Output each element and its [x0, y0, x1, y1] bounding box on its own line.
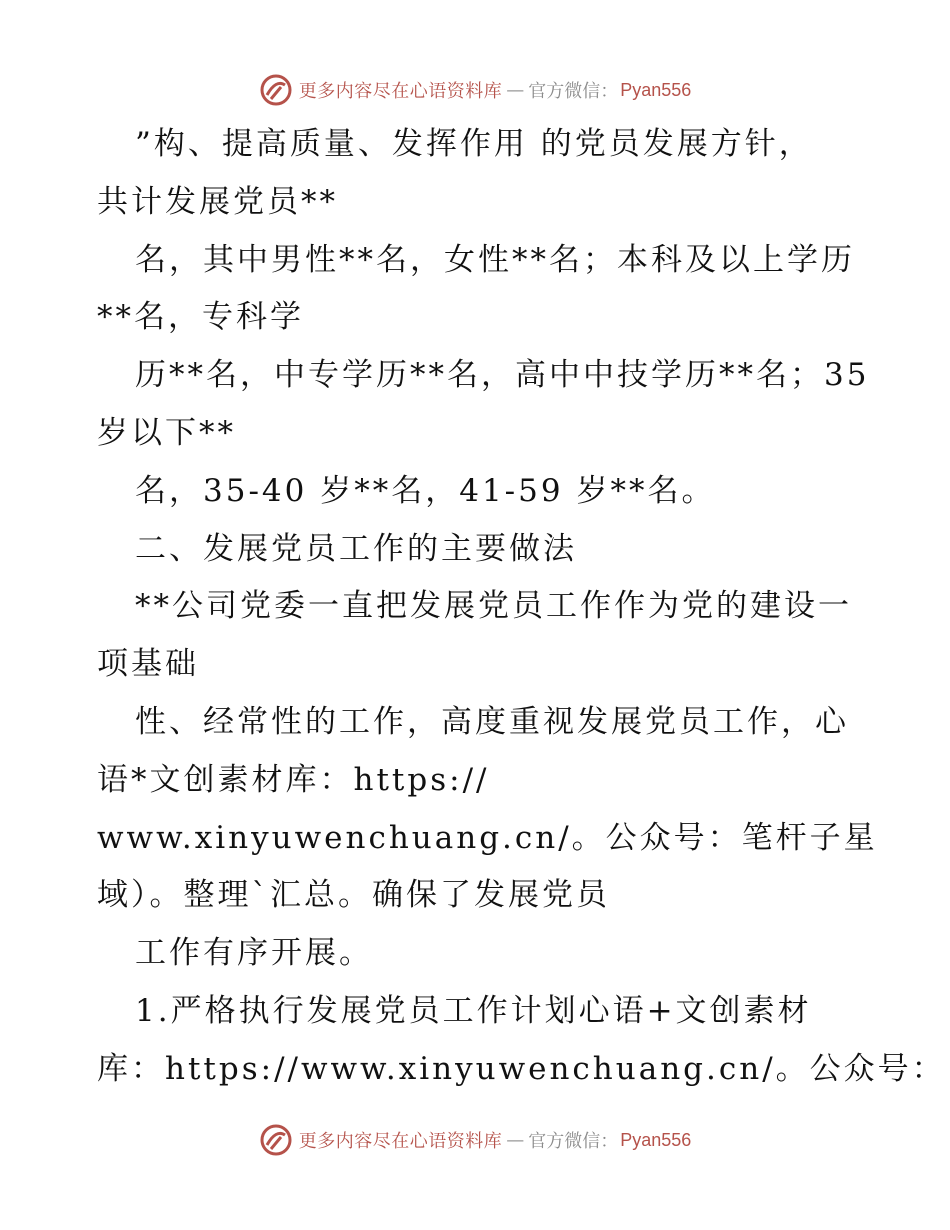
- watermark-brand: 更多内容尽在心语资料库: [298, 1131, 503, 1152]
- text-line: **名，专科学: [97, 299, 304, 336]
- text-line: **公司党委一直把发展党员工作作为党的建设一: [135, 588, 852, 625]
- text-line: 共计发展党员**: [97, 183, 338, 220]
- text-line: 二、发展党员工作的主要做法: [135, 530, 577, 567]
- text-line: 库：https://www.xinyuwenchuang.cn/。公众号：: [97, 1050, 946, 1087]
- text-line: 历**名，中专学历**名，高中中技学历**名；35: [135, 357, 870, 394]
- watermark-wechat-label: 官方微信：: [528, 81, 619, 102]
- brand-logo-icon: [259, 73, 293, 107]
- text-line: 工作有序开展。: [135, 935, 373, 972]
- watermark-brand: 更多内容尽在心语资料库: [298, 81, 503, 102]
- watermark-separator: —: [506, 79, 525, 101]
- header-watermark: [0, 70, 950, 110]
- brand-logo-icon: [259, 1123, 293, 1157]
- footer-watermark: [0, 1120, 950, 1160]
- text-line: 性、经常性的工作，高度重视发展党员工作，心: [135, 704, 849, 740]
- text-line: 名，其中男性**名，女性**名；本科及以上学历: [135, 241, 855, 278]
- text-line: www.xinyuwenchuang.cn/。公众号：笔杆子星: [97, 819, 878, 856]
- text-line: 名，35-40 岁**名，41-59 岁**名。: [135, 472, 716, 509]
- text-line: 项基础: [97, 646, 199, 683]
- text-line: ”构、提高质量、发挥作用 的党员发展方针，: [135, 126, 813, 162]
- watermark-wechat-id: Pyan556: [620, 1129, 692, 1150]
- text-line: 域）。整理`汇总。确保了发展党员: [97, 877, 610, 914]
- watermark-separator: —: [506, 1129, 525, 1151]
- text-line: 语*文创素材库：https://: [97, 761, 490, 798]
- watermark-wechat-id: Pyan556: [620, 79, 692, 100]
- text-line: 岁以下**: [97, 415, 236, 451]
- watermark-wechat-label: 官方微信：: [528, 1131, 619, 1152]
- text-line: 1.严格执行发展党员工作计划心语+文创素材: [135, 993, 812, 1029]
